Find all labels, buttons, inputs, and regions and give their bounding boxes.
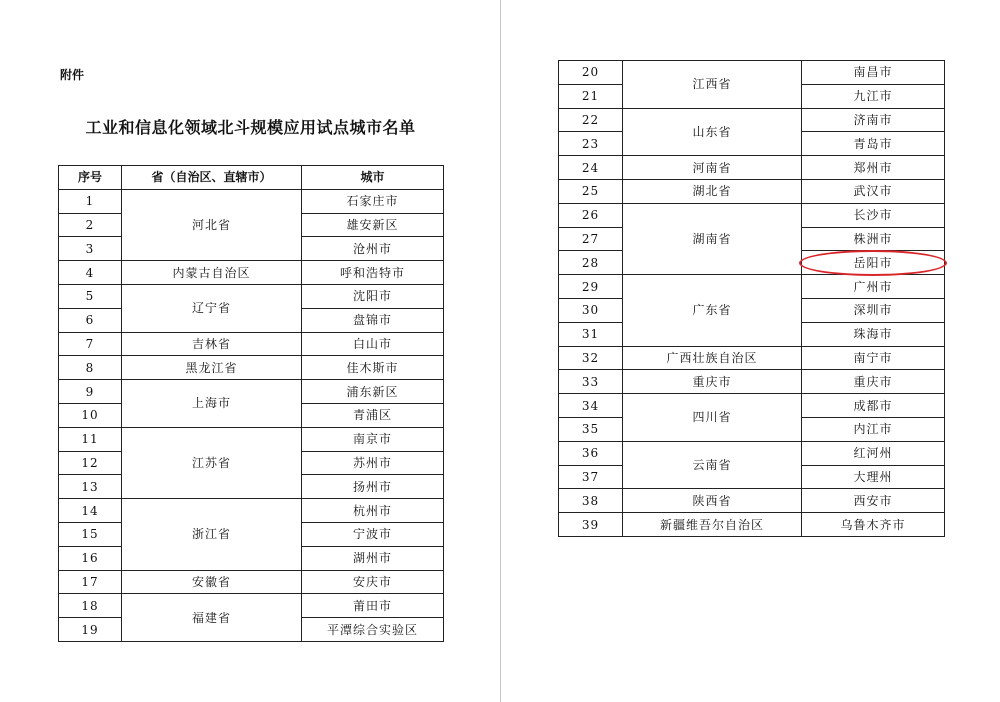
row-number-cell: 14	[59, 499, 122, 523]
row-number-cell: 16	[59, 546, 122, 570]
row-number-cell: 2	[59, 213, 122, 237]
table-row	[559, 179, 945, 203]
city-cell: 宁波市	[302, 522, 444, 546]
row-number-cell: 26	[559, 203, 623, 227]
city-cell: 扬州市	[302, 475, 444, 499]
city-cell: 浦东新区	[302, 380, 444, 404]
row-number-cell: 18	[59, 594, 122, 618]
city-cell: 沈阳市	[302, 284, 444, 308]
table-row	[59, 356, 444, 380]
city-cell: 珠海市	[802, 322, 945, 346]
row-number-cell: 20	[559, 61, 623, 85]
province-cell: 重庆市	[623, 370, 802, 394]
city-cell: 杭州市	[302, 499, 444, 523]
row-number-cell: 22	[559, 108, 623, 132]
row-number-cell: 27	[559, 227, 623, 251]
row-number-cell: 28	[559, 251, 623, 275]
city-cell: 白山市	[302, 332, 444, 356]
table-row	[559, 275, 945, 299]
table-row	[59, 499, 444, 523]
city-cell: 平潭综合实验区	[302, 618, 444, 642]
city-cell: 株洲市	[802, 227, 945, 251]
city-cell: 南昌市	[802, 61, 945, 85]
city-cell: 成都市	[802, 394, 945, 418]
row-number-cell: 15	[59, 522, 122, 546]
city-cell: 南宁市	[802, 346, 945, 370]
row-number-cell: 17	[59, 570, 122, 594]
city-cell: 内江市	[802, 417, 945, 441]
province-cell: 安徽省	[122, 570, 302, 594]
row-number-cell: 32	[559, 346, 623, 370]
row-number-cell: 29	[559, 275, 623, 299]
province-cell: 湖北省	[623, 179, 802, 203]
province-cell: 江苏省	[122, 427, 302, 498]
table-row	[59, 594, 444, 618]
table-row	[559, 441, 945, 465]
city-list-table-right	[558, 60, 945, 537]
row-number-cell: 39	[559, 513, 623, 537]
row-number-cell: 3	[59, 237, 122, 261]
province-cell: 吉林省	[122, 332, 302, 356]
province-cell: 四川省	[623, 394, 802, 442]
row-number-cell: 30	[559, 298, 623, 322]
city-cell: 西安市	[802, 489, 945, 513]
province-cell: 湖南省	[623, 203, 802, 274]
table-row	[559, 370, 945, 394]
table-row	[559, 61, 945, 85]
row-number-cell: 8	[59, 356, 122, 380]
city-cell: 佳木斯市	[302, 356, 444, 380]
row-number-cell: 36	[559, 441, 623, 465]
table-row	[559, 513, 945, 537]
row-number-cell: 12	[59, 451, 122, 475]
table-row	[59, 332, 444, 356]
province-cell: 浙江省	[122, 499, 302, 570]
row-number-cell: 23	[559, 132, 623, 156]
province-cell: 黑龙江省	[122, 356, 302, 380]
city-cell: 雄安新区	[302, 213, 444, 237]
row-number-cell: 19	[59, 618, 122, 642]
column-header-province: 省（自治区、直辖市）	[122, 166, 302, 190]
city-cell: 苏州市	[302, 451, 444, 475]
row-number-cell: 21	[559, 84, 623, 108]
city-cell: 济南市	[802, 108, 945, 132]
table-header-row	[59, 166, 444, 190]
table-row	[559, 489, 945, 513]
row-number-cell: 31	[559, 322, 623, 346]
province-cell: 陕西省	[623, 489, 802, 513]
row-number-cell: 6	[59, 308, 122, 332]
province-cell: 广西壮族自治区	[623, 346, 802, 370]
city-cell: 重庆市	[802, 370, 945, 394]
city-cell: 莆田市	[302, 594, 444, 618]
table-row	[59, 427, 444, 451]
city-cell: 广州市	[802, 275, 945, 299]
table-row	[559, 203, 945, 227]
city-cell: 乌鲁木齐市	[802, 513, 945, 537]
province-cell: 上海市	[122, 380, 302, 428]
city-cell: 岳阳市	[802, 251, 945, 275]
table-row	[59, 570, 444, 594]
table-row	[59, 261, 444, 285]
city-cell: 郑州市	[802, 156, 945, 180]
row-number-cell: 4	[59, 261, 122, 285]
row-number-cell: 7	[59, 332, 122, 356]
row-number-cell: 24	[559, 156, 623, 180]
row-number-cell: 37	[559, 465, 623, 489]
city-cell: 安庆市	[302, 570, 444, 594]
city-cell: 青岛市	[802, 132, 945, 156]
document-title: 工业和信息化领域北斗规模应用试点城市名单	[85, 118, 416, 137]
row-number-cell: 38	[559, 489, 623, 513]
province-cell: 江西省	[623, 61, 802, 109]
table-row	[559, 156, 945, 180]
province-cell: 云南省	[623, 441, 802, 489]
province-cell: 广东省	[623, 275, 802, 346]
city-cell: 深圳市	[802, 298, 945, 322]
city-cell: 青浦区	[302, 403, 444, 427]
attachment-label: 附件	[60, 68, 85, 82]
city-cell: 红河州	[802, 441, 945, 465]
province-cell: 山东省	[623, 108, 802, 156]
row-number-cell: 25	[559, 179, 623, 203]
table-row	[559, 394, 945, 418]
province-cell: 内蒙古自治区	[122, 261, 302, 285]
table-row	[59, 284, 444, 308]
province-cell: 辽宁省	[122, 284, 302, 332]
city-cell: 石家庄市	[302, 189, 444, 213]
row-number-cell: 34	[559, 394, 623, 418]
table-row	[559, 108, 945, 132]
city-cell: 大理州	[802, 465, 945, 489]
table-row	[59, 189, 444, 213]
row-number-cell: 5	[59, 284, 122, 308]
row-number-cell: 13	[59, 475, 122, 499]
city-cell: 九江市	[802, 84, 945, 108]
city-list-table-left	[58, 165, 444, 642]
city-cell: 南京市	[302, 427, 444, 451]
page-divider	[500, 0, 501, 702]
table-row	[559, 346, 945, 370]
row-number-cell: 33	[559, 370, 623, 394]
row-number-cell: 35	[559, 417, 623, 441]
city-cell: 呼和浩特市	[302, 261, 444, 285]
city-cell: 武汉市	[802, 179, 945, 203]
province-cell: 福建省	[122, 594, 302, 642]
province-cell: 河南省	[623, 156, 802, 180]
city-cell: 长沙市	[802, 203, 945, 227]
column-header-city: 城市	[302, 166, 444, 190]
row-number-cell: 9	[59, 380, 122, 404]
table-row	[59, 380, 444, 404]
row-number-cell: 10	[59, 403, 122, 427]
row-number-cell: 1	[59, 189, 122, 213]
city-cell: 盘锦市	[302, 308, 444, 332]
province-cell: 河北省	[122, 189, 302, 260]
row-number-cell: 11	[59, 427, 122, 451]
city-cell: 湖州市	[302, 546, 444, 570]
column-header-no: 序号	[59, 166, 122, 190]
province-cell: 新疆维吾尔自治区	[623, 513, 802, 537]
city-cell: 沧州市	[302, 237, 444, 261]
